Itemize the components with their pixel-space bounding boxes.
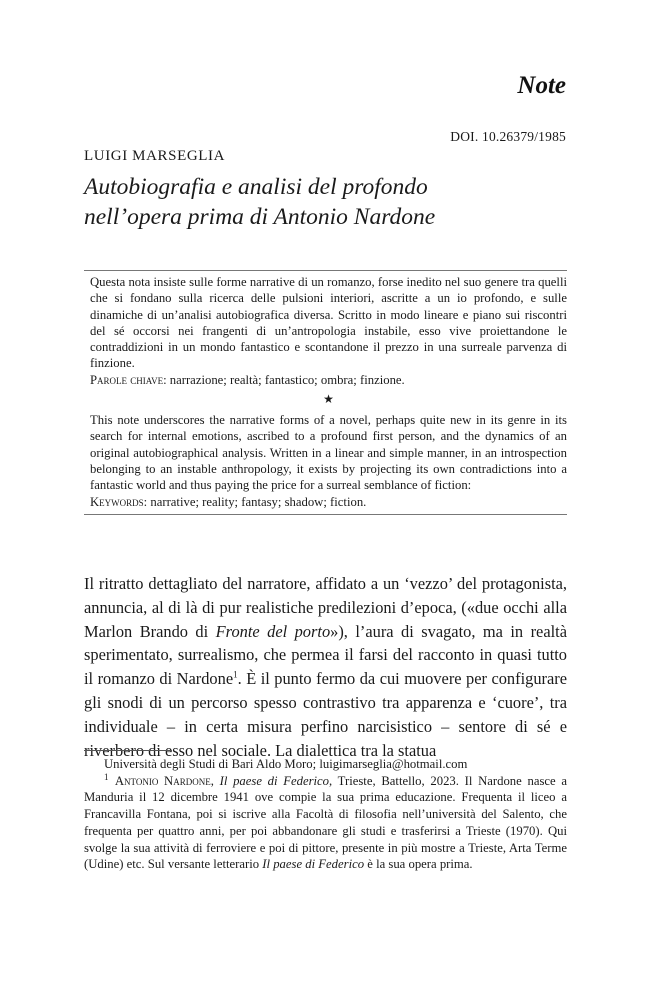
body-text-part-1: Il ritratto dettagliato del narratore, affidato a un ‘vezzo’ del protagonista, annuncia, al di là di pur realistiche predilezioni d’epoca, («due occhi alla Marlon Brando di [84, 574, 567, 641]
footnotes [84, 756, 567, 873]
star-separator: ★ [323, 392, 334, 407]
abstract-box [84, 270, 567, 515]
keywords-italian-text: : narrazione; realtà; fantastico; ombra; finzione. [163, 372, 405, 387]
abstract-english [90, 412, 567, 493]
footnote-1 [84, 773, 567, 873]
footnote-1-author: Antonio Nardone [114, 773, 211, 788]
abstract-italian [90, 274, 567, 372]
keywords-english-label: Keywords [90, 494, 144, 509]
footnote-rule [84, 750, 172, 751]
footnote-1-book: Il paese di Federico [219, 773, 330, 788]
body-text-part-2: »), l’aura di svagato, ma in realtà sperimentato, surrealismo, che permea il farsi del racconto in quasi tutto il romanzo di Nardone [84, 621, 567, 689]
article-title [84, 172, 584, 232]
section-label: Note [517, 72, 566, 99]
footnote-1-text: , Trieste, Battello, 2023. Il Nardone nasce a Manduria il 12 dicembre 1941 ove compie la sua prima educazione. Frequenta il liceo a Francavilla Fontana, poi si iscrive alla Facoltà di filosofia nell’università del Salento, che frequenta per quattro anni, per poi abbandonare gli studi e trasferirsi a Trieste (1970). Qui svolge la sua attività di ferroviere e poi di pittore, presente in più mostre a Trieste, Arta Terme (Udine) etc. Sul versante letterario [84, 773, 567, 872]
abstract-english-text: This note underscores the narrative forms of a novel, perhaps quite new in its genre in its search for internal emotions, ascribed to a profound first person, and the dynamics of an original autobiographical analysis. Written in a linear and simple manner, in an introspection belonging to an instable anthropology, it exists by projecting its own contradictions into a fantastic world and thus paying the price for a surreal semblance of fiction: [90, 413, 567, 493]
doi-identifier: DOI. 10.26379/1985 [450, 129, 566, 144]
keywords-italian [90, 372, 567, 388]
body-paragraph [84, 572, 567, 762]
abstract-italian-text: Questa nota insiste sulle forme narrative di un romanzo, forse inedito nel suo genere tra quelli che si fondano sulla ricerca delle pulsioni interiori, ascritte a un io profondo, e sulle dinamiche di un’analisi autobiografica diversa. Scritto in modo lineare e piano sui riscontri del sé occorsi nei frangenti di un’antropologia instabile, esso vive proiettandone le contraddizioni in un mondo fantastico e scontandone il prezzo in una surreale parvenza di finzione. [90, 275, 567, 371]
keywords-english [90, 494, 567, 510]
author-affiliation: Università degli Studi di Bari Aldo Moro; luigimarseglia@hotmail.com [104, 757, 468, 771]
title-line-2: nell’opera prima di Antonio Nardone [84, 204, 436, 230]
footnote-1-book-2: Il paese di Federico [262, 857, 365, 872]
footnote-ref-1[interactable]: 1 [233, 669, 238, 680]
keywords-italian-label: Parole chiave [90, 372, 164, 387]
film-title: Fronte del porto [215, 621, 331, 641]
footnote-1-end: è la sua opera prima. [364, 857, 473, 872]
keywords-english-text: : narrative; reality; fantasy; shadow; fiction. [143, 494, 367, 509]
footnote-1-number: 1 [104, 771, 109, 782]
author-name: LUIGI MARSEGLIA [84, 148, 226, 164]
body-text-part-3: . È il punto fermo da cui muovere per configurare gli snodi di un percorso spesso contrastivo tra apparenza e ‘cuore’, tra individuale – in certa misura perfino narcisistico – sentore di sé e riverbero di esso nel sociale. La dialettica tra la statua [84, 669, 567, 760]
title-line-1: Autobiografia e analisi del profondo [84, 174, 428, 200]
footnote-1-separator: , [210, 773, 220, 788]
